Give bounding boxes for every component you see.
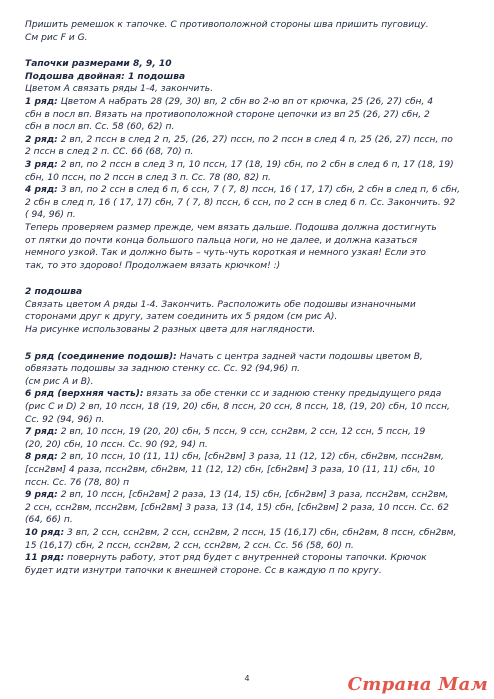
bold-heading: 2 подошва	[25, 287, 83, 298]
text-line	[25, 247, 477, 260]
text-line	[25, 58, 477, 71]
line-text: Теперь проверяем размер прежде, чем вязать дальше. Подошва должна достигнуть	[25, 222, 437, 233]
line-text: 15 (16,17) сбн, 2 пссн, ссн2вм, 2 ссн, ссн2вм, 2 ссн. Сс. 56 (58, 60) п.	[25, 540, 354, 551]
text-line	[25, 260, 477, 273]
line-text: будет идти изнутри тапочки к внешней стороне. Сс в каждую п по кругу.	[25, 565, 382, 576]
text-line	[25, 464, 477, 477]
line-text: 3 вп, 2 ссн, ссн2вм, 2 ссн, ссн2вм, 2 пссн, 15 (16,17) сбн, сбн2вм, 8 пссн, сбн2вм,	[64, 527, 457, 538]
text-line	[25, 96, 477, 109]
text-line	[25, 197, 477, 210]
bold-heading: 6 ряд (верхняя часть):	[25, 389, 144, 400]
bold-heading: 11 ряд:	[25, 553, 65, 564]
text-line	[25, 414, 477, 427]
line-text: (64, 66) п.	[25, 515, 73, 526]
bold-heading: 5 ряд (соединение подошв):	[25, 351, 177, 362]
line-text: так, то это здорово! Продолжаем вязать крючком! :)	[25, 260, 281, 271]
line-text: (20, 20) сбн, 10 пссн. Сс. 90 (92, 94) п.	[25, 439, 208, 450]
text-line	[25, 109, 477, 122]
watermark-logo: Страна Мам	[347, 674, 488, 695]
page-number: 4	[244, 674, 250, 683]
line-text: вязать за обе стенки сс и заднюю стенку предыдущего ряда	[143, 389, 442, 400]
line-text: от пятки до почти конца большого пальца ноги, но не далее, и должна казаться	[25, 235, 418, 246]
line-text: Начать с центра задней части подошвы цветом В,	[176, 351, 423, 362]
line-text: Цветом А набрать 28 (29, 30) вп, 2 сбн во 2-ю вп от крючка, 25 (26, 27) сбн, 4	[57, 96, 434, 107]
bold-heading: 4 ряд:	[25, 185, 58, 196]
text-line	[25, 134, 477, 147]
line-text: На рисунке использованы 2 разных цвета для наглядности.	[25, 325, 316, 336]
text-line	[25, 527, 477, 540]
bold-heading: Подошва двойная: 1 подошва	[25, 71, 186, 82]
bold-heading: 1 ряд:	[25, 96, 58, 107]
bold-heading: Тапочки размерами 8, 9, 10	[25, 59, 172, 70]
text-line	[25, 184, 477, 197]
bold-heading: 7 ряд:	[25, 427, 58, 438]
text-line	[25, 401, 477, 414]
line-text: 2 вп, 10 пссн, [сбн2вм] 2 раза, 13 (14, 15) сбн, [сбн2вм] 3 раза, пссн2вм, ссн2вм,	[57, 490, 449, 501]
line-text: сбн в посл вп. Вязать на противоположной стороне цепочки из вп 25 (26, 27) сбн, 2	[25, 109, 430, 120]
text-line	[25, 311, 477, 324]
text-line	[25, 514, 477, 527]
text-line	[25, 388, 477, 401]
line-text: немного узкой. Так и должно быть – чуть-чуть короткая и немного узкая! Если это	[25, 248, 426, 259]
text-line	[25, 489, 477, 502]
text-line	[25, 552, 477, 565]
paragraph-gap	[25, 44, 477, 58]
text-line	[25, 222, 477, 235]
line-text: пссн. Сс. 76 (78, 80) п	[25, 477, 130, 488]
bold-heading: 10 ряд:	[25, 527, 65, 538]
text-line	[25, 351, 477, 364]
line-text: 2 пссн в след 2 п. СС. 66 (68, 70) п.	[25, 147, 194, 158]
line-text: (см рис А и В).	[25, 376, 94, 387]
line-text: Сс. 92 (94, 96) п.	[25, 414, 105, 425]
line-text: повернуть работу, этот ряд будет с внутренней стороны тапочки. Крючок	[64, 553, 427, 564]
line-text: 2 вп, 2 пссн в след 2 п, 25, (26, 27) пссн, по 2 пссн в след 4 п, 25 (26, 27) пссн, по	[57, 134, 453, 145]
line-text: сбн, 10 пссн, по 2 пссн в след 3 п. Сс. 78 (80, 82) п.	[25, 172, 271, 183]
line-text: Цветом А связать ряды 1-4, закончить.	[25, 84, 213, 95]
text-line	[25, 121, 477, 134]
text-line	[25, 299, 477, 312]
line-text: сторонами друг к другу, затем соединить их 5 рядом (см рис А).	[25, 312, 338, 323]
text-line	[25, 439, 477, 452]
line-text: Связать цветом А ряды 1-4. Закончить. Расположить обе подошвы изнаночными	[25, 299, 416, 310]
line-text: 2 вп, 10 пссн, 10 (11, 11) сбн, [сбн2вм] 3 раза, 11 (12, 12) сбн, сбн2вм, пссн2вм,	[57, 452, 444, 463]
text-line	[25, 363, 477, 376]
bold-heading: 2 ряд:	[25, 134, 58, 145]
text-line	[25, 502, 477, 515]
line-text: (рис С и D) 2 вп, 10 пссн, 18 (19, 20) сбн, 8 пссн, 20 ссн, 8 пссн, 18, (19, 20) сбн, 10 пссн,	[25, 402, 450, 413]
text-line	[25, 19, 477, 32]
line-text: обвязать подошвы за заднюю стенку сс. Сс. 92 (94,96) п.	[25, 364, 301, 375]
bold-heading: 9 ряд:	[25, 490, 58, 501]
text-line	[25, 172, 477, 185]
line-text: 2 сбн в след п, 16 ( 17, 17) сбн, 7 ( 7, 8) пссн, 6 ссн, по 2 ссн в след 6 п. Сс. Закончить. 92	[25, 197, 456, 208]
bold-heading: 3 ряд:	[25, 159, 58, 170]
text-line	[25, 32, 477, 45]
line-text: См рис F и G.	[25, 32, 88, 43]
document-body	[25, 19, 477, 577]
text-line	[25, 209, 477, 222]
text-line	[25, 426, 477, 439]
text-line	[25, 451, 477, 464]
text-line	[25, 540, 477, 553]
text-line	[25, 376, 477, 389]
paragraph-gap	[25, 272, 477, 286]
text-line	[25, 324, 477, 337]
text-line	[25, 71, 477, 84]
text-line	[25, 235, 477, 248]
text-line	[25, 83, 477, 96]
line-text: 2 вп, 10 пссн, 19 (20, 20) сбн, 5 пссн, 9 ссн, ссн2вм, 2 ссн, 12 ссн, 5 пссн, 19	[57, 427, 426, 438]
line-text: 3 вп, по 2 ссн в след 6 п, 6 ссн, 7 ( 7, 8) пссн, 16 ( 17, 17) сбн, 2 сбн в след п, 6 сбн,	[57, 185, 461, 196]
line-text: 2 ссн, ссн2вм, пссн2вм, [сбн2вм] 3 раза, 13 (14, 15) сбн, [сбн2вм] 2 раза, 10 пссн. Сс. 62	[25, 502, 449, 513]
line-text: сбн в посл вп. Сс. 58 (60, 62) п.	[25, 122, 175, 133]
paragraph-gap	[25, 337, 477, 351]
line-text: [ссн2вм] 4 раза, пссн2вм, сбн2вм, 11 (12, 12) сбн, [сбн2вм] 3 раза, 10 (11, 11) сбн, 10	[25, 465, 435, 475]
bold-heading: 8 ряд:	[25, 452, 58, 463]
text-line	[25, 565, 477, 578]
line-text: Пришить ремешок к тапочке. С противоположной стороны шва пришить пуговицу.	[25, 20, 429, 30]
text-line	[25, 146, 477, 159]
line-text: 2 вп, по 2 пссн в след 3 п, 10 пссн, 17 (18, 19) сбн, по 2 сбн в след 6 п, 17 (18, 19)	[57, 159, 454, 170]
line-text: ( 94, 96) п.	[25, 210, 76, 221]
text-line	[25, 159, 477, 172]
text-line	[25, 286, 477, 299]
text-line	[25, 477, 477, 490]
